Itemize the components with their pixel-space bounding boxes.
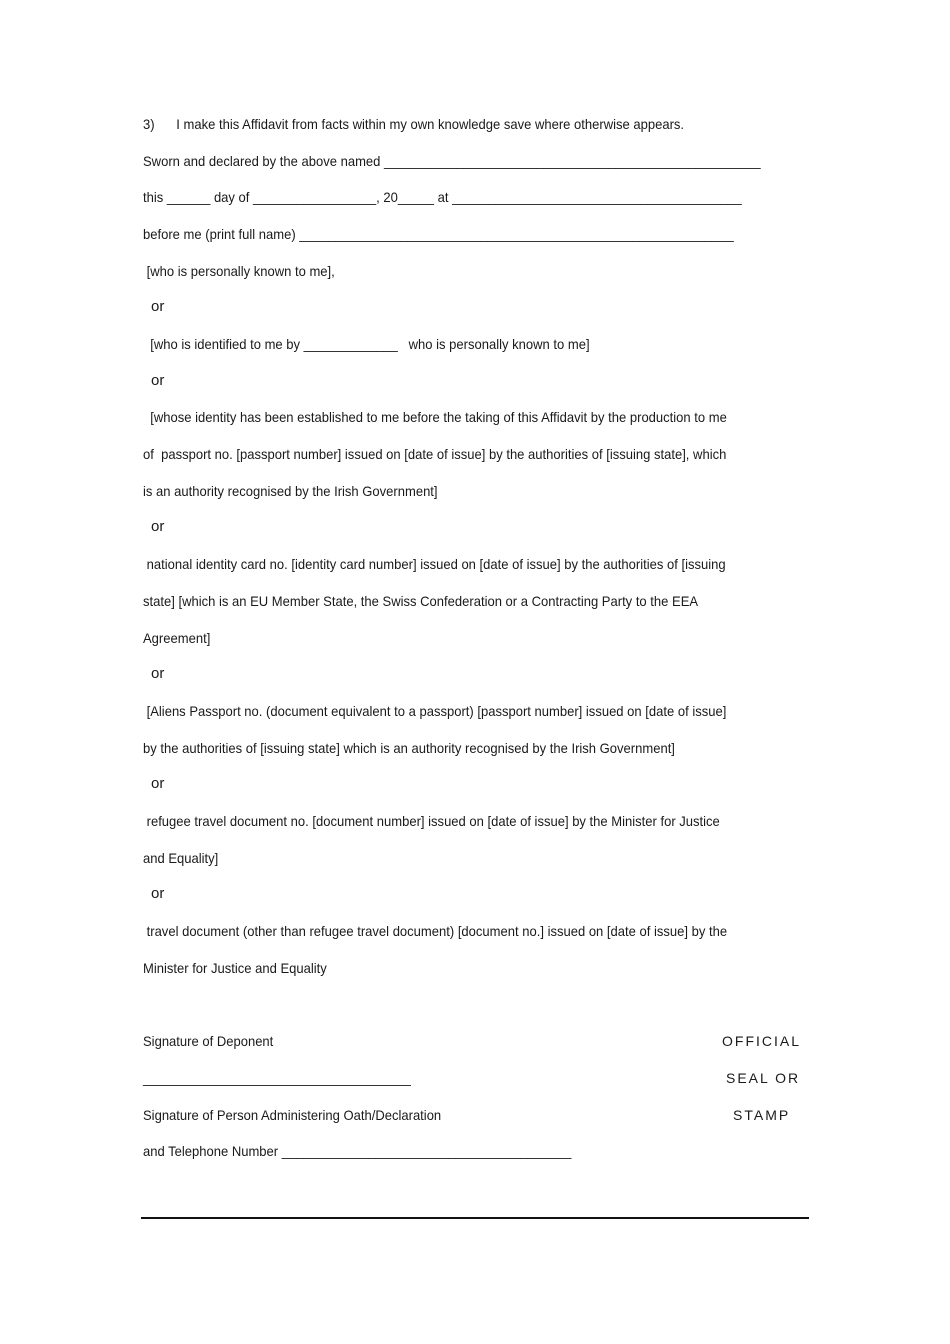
or-separator: or	[151, 665, 165, 682]
or-separator: or	[151, 372, 165, 389]
passport-option-line-1: [whose identity has been established to me before the taking of this Affidavit by the production to me	[143, 409, 727, 425]
travel-document-option-line-2: Minister for Justice and Equality	[143, 960, 327, 976]
footer-divider	[141, 1217, 809, 1219]
passport-option-line-3: is an authority recognised by the Irish Government]	[143, 483, 438, 499]
official-seal-label: OFFICIAL	[722, 1033, 802, 1049]
sworn-declared-line: Sworn and declared by the above named ____________________________________________________	[143, 153, 761, 169]
passport-option-line-2: of passport no. [passport number] issued on [date of issue] by the authorities of [issuing state], which	[143, 446, 727, 462]
administrator-signature-label: Signature of Person Administering Oath/Declaration	[143, 1107, 442, 1123]
seal-or-label: SEAL OR	[726, 1070, 801, 1086]
or-separator: or	[151, 298, 165, 315]
before-me-line: before me (print full name) ____________________________________________________________	[143, 226, 734, 242]
or-separator: or	[151, 885, 165, 902]
paragraph-3-text: 3) I make this Affidavit from facts within my own knowledge save where otherwise appears.	[143, 116, 685, 132]
deponent-signature-label: Signature of Deponent	[143, 1033, 274, 1049]
date-place-line: this ______ day of _________________, 20_____ at ________________________________________	[143, 189, 742, 205]
or-separator: or	[151, 518, 165, 535]
refugee-document-option-line-2: and Equality]	[143, 850, 219, 866]
stamp-label: STAMP	[733, 1107, 791, 1123]
identity-card-option-line-1: national identity card no. [identity card number] issued on [date of issue] by the authorities of [issuing	[143, 556, 726, 572]
identity-card-option-line-2: state] [which is an EU Member State, the Swiss Confederation or a Contracting Party to the EEA	[143, 593, 699, 609]
identified-by-option: [who is identified to me by _____________ who is personally known to me]	[143, 336, 590, 352]
travel-document-option-line-1: travel document (other than refugee travel document) [document no.] issued on [date of issue] by the	[143, 923, 728, 939]
personally-known-option: [who is personally known to me],	[143, 263, 335, 279]
aliens-passport-option-line-2: by the authorities of [issuing state] which is an authority recognised by the Irish Government]	[143, 740, 675, 756]
aliens-passport-option-line-1: [Aliens Passport no. (document equivalent to a passport) [passport number] issued on [date of issue]	[143, 703, 727, 719]
refugee-document-option-line-1: refugee travel document no. [document number] issued on [date of issue] by the Minister for Justice	[143, 813, 720, 829]
identity-card-option-line-3: Agreement]	[143, 630, 211, 646]
telephone-number-line: and Telephone Number ________________________________________	[143, 1143, 572, 1159]
or-separator: or	[151, 775, 165, 792]
deponent-signature-line: _____________________________________	[143, 1070, 411, 1086]
